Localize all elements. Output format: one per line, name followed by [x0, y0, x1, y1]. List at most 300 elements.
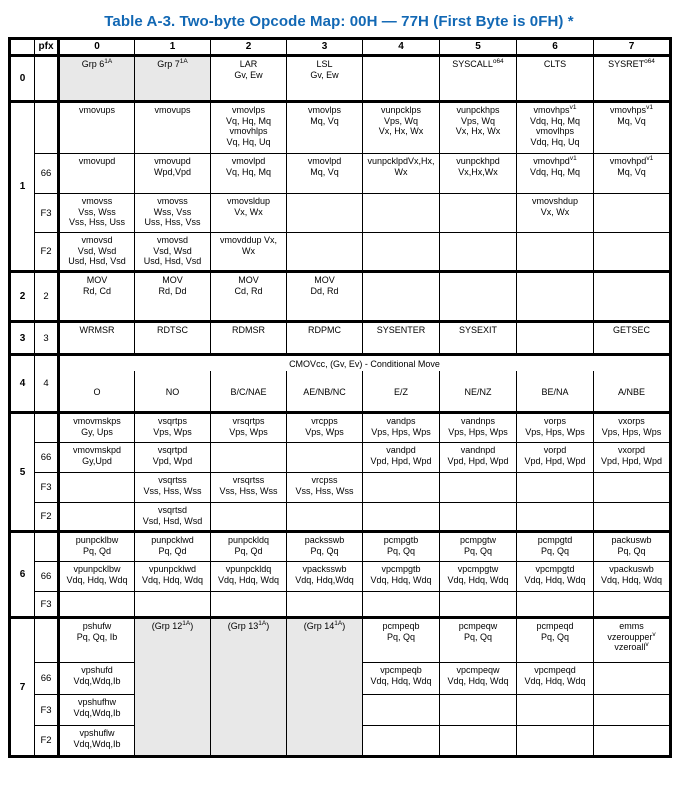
row-label: 3 — [10, 322, 35, 355]
cell-line: Pq, Qq — [386, 545, 415, 556]
cell-line: vpackuswb — [609, 564, 654, 574]
cell-line: Vdq, Hdq, Wdq — [447, 675, 509, 686]
opcode-cell — [211, 443, 287, 473]
cell-line: Vdq, Hdq, Wdq — [141, 574, 204, 585]
cell-line: Wx — [242, 245, 255, 256]
column-header-3: 3 — [287, 39, 363, 56]
cell-line: vpcmpgtd — [535, 564, 575, 574]
pfx-cell: F3 — [35, 695, 59, 726]
pfx-cell: F3 — [35, 592, 59, 618]
cell-line: Pq, Qq — [463, 545, 492, 556]
cell-line: punpcklwd — [151, 535, 194, 545]
opcode-cell — [135, 532, 211, 562]
cell-line: vmovsd — [156, 235, 188, 245]
cell-line: vmovlps — [231, 105, 265, 115]
cell-line: vsqrtpd — [157, 445, 188, 455]
cell-line: Vsd, Hsd, Wsd — [142, 515, 203, 526]
cell-line: vpcmpeqd — [534, 665, 576, 675]
opcode-cell — [594, 503, 671, 532]
opcode-cell — [135, 443, 211, 473]
opcode-cell — [135, 56, 211, 102]
cell-line: Vx, Hx, Wx — [455, 126, 501, 136]
cell-line: vandps — [386, 416, 416, 426]
opcode-cell — [59, 695, 135, 726]
cell-line: Pq, Qd — [158, 545, 187, 556]
cell-line: WRMSR — [79, 325, 115, 335]
cell-line: Vdq,Wdq,Ib — [73, 707, 121, 718]
cell-line: Vdq, Hdq, Wdq — [524, 574, 586, 585]
column-header-6: 6 — [517, 39, 594, 56]
cell-line: Vss, Hss, Wss — [143, 485, 202, 496]
superscript: v — [652, 630, 656, 638]
opcode-cell — [287, 56, 363, 102]
cell-line: Vps, Hps, Wps — [371, 426, 431, 437]
cell-line: Vdq, Hdq, Wdq — [600, 574, 663, 585]
cell-line: Mq, Vq — [310, 166, 339, 177]
cell-line: pcmpgtd — [537, 535, 573, 545]
opcode-cell — [440, 695, 517, 726]
opcode-cell — [440, 562, 517, 592]
opcode-cell — [287, 322, 363, 355]
opcode-cell — [59, 592, 135, 618]
opcode-cell — [440, 618, 517, 663]
cell-line: AE/NB/NC — [303, 386, 346, 397]
opcode-cell — [363, 443, 440, 473]
opcode-cell — [594, 592, 671, 618]
cell-line: vmovddup Vx, — [219, 235, 278, 245]
cell-line: MOV — [86, 275, 108, 285]
opcode-cell — [363, 233, 440, 272]
cell-line: vmovlps — [307, 105, 341, 115]
cell-line: Pq, Qq — [540, 545, 569, 556]
opcode-cell — [135, 102, 211, 154]
cell-line: vmovmskpd — [72, 445, 121, 455]
cell-line: Vss, Wss — [78, 206, 116, 217]
opcode-cell — [517, 503, 594, 532]
opcode-cell — [517, 56, 594, 102]
superscript: v — [645, 641, 649, 648]
superscript: o64 — [644, 58, 655, 65]
cell-line: Vx,Hx,Wx — [458, 166, 498, 177]
cell-line: vunpckhps — [456, 105, 500, 115]
cell-line: E/Z — [393, 386, 408, 397]
cell-line: vmovhpd$^{v1}$ — [533, 155, 577, 166]
cell-line: punpckldq — [227, 535, 270, 545]
cell-line: (Grp $13^{1A}$) — [227, 620, 270, 631]
opcode-cell — [517, 562, 594, 592]
cell-line: LSL — [316, 59, 333, 69]
cell-line: vpshufhw — [77, 697, 117, 707]
opcode-cell — [363, 56, 440, 102]
cell-line: Mq, Vq — [617, 115, 646, 126]
opcode-cell — [363, 592, 440, 618]
cell-line: vpcmpeqb — [380, 665, 422, 675]
cell-line: Vdq,Wdq,Ib — [73, 675, 121, 686]
opcode-cell — [517, 413, 594, 443]
opcode-cell — [59, 56, 135, 102]
cell-line: Vdq, Hq, Mq — [529, 166, 581, 177]
row-label: 2 — [10, 272, 35, 322]
cell-line: Vps, Wq — [460, 115, 495, 126]
opcode-cell — [594, 695, 671, 726]
cell-line: Vdq, Hdq, Wdq — [447, 574, 509, 585]
pfx-header: pfx — [35, 39, 59, 56]
cell-line: Vq, Hq, Mq — [225, 115, 272, 126]
cell-line: Vq, Hq, Mq — [225, 166, 272, 177]
opcode-cell — [287, 503, 363, 532]
cell-line: vunpckhpd — [456, 156, 500, 166]
cell-line: Dd, Rd — [310, 285, 339, 296]
opcode-cell — [363, 663, 440, 695]
opcode-cell — [59, 532, 135, 562]
cell-line: Gy,Upd — [82, 455, 112, 466]
cell-line: Pq, Qd — [234, 545, 263, 556]
column-header-4: 4 — [363, 39, 440, 56]
cell-line: vsqrtps — [157, 416, 187, 426]
pfx-cell: 66 — [35, 562, 59, 592]
opcode-cell — [287, 272, 363, 322]
opcode-cell — [440, 194, 517, 233]
cell-line: vmovups — [78, 105, 115, 115]
opcode-cell — [517, 663, 594, 695]
cell-line: Usd, Hsd, Vsd — [68, 256, 126, 266]
cell-line: vpshufd — [81, 665, 113, 675]
cell-line: Uss, Hss, Vss — [144, 217, 201, 227]
opcode-cell — [59, 102, 135, 154]
cell-line: vandnpd — [460, 445, 496, 455]
cell-line: Vdq, Hdq,Wdq — [295, 574, 354, 585]
opcode-cell — [440, 56, 517, 102]
opcode-cell — [517, 102, 594, 154]
opcode-cell — [517, 443, 594, 473]
cell-line: Vss, Hss, Uss — [68, 217, 125, 227]
cell-line: O — [93, 386, 101, 397]
opcode-cell — [59, 194, 135, 233]
opcode-cell — [211, 562, 287, 592]
cell-line: Vdq, Hdq, Wdq — [217, 574, 280, 585]
cell-line: vxorpd — [617, 445, 645, 455]
cell-line: $SYSCALL^{o64}$ — [452, 58, 504, 69]
opcode-cell — [594, 371, 671, 413]
opcode-cell — [594, 532, 671, 562]
superscript: v1 — [646, 104, 653, 111]
pfx-cell: 66 — [35, 154, 59, 194]
superscript: 1A — [258, 620, 267, 627]
opcode-cell — [363, 473, 440, 503]
cell-line: pcmpgtw — [459, 535, 496, 545]
cell-line: Vpd, Hpd, Wpd — [600, 455, 663, 466]
cell-line: pshufw — [82, 621, 112, 631]
opcode-cell — [594, 102, 671, 154]
cell-line: BE/NA — [541, 386, 569, 397]
cell-line: Vps, Hps, Wps — [525, 426, 585, 437]
cell-line: vmovss — [81, 196, 113, 206]
opcode-cell — [594, 413, 671, 443]
opcode-cell — [594, 473, 671, 503]
opcode-cell — [363, 272, 440, 322]
opcode-cell — [59, 562, 135, 592]
opcode-cell — [440, 233, 517, 272]
pfx-cell: F2 — [35, 503, 59, 532]
cell-line: Vps, Wps — [229, 426, 268, 437]
opcode-cell — [517, 233, 594, 272]
pfx-cell: F2 — [35, 726, 59, 757]
opcode-cell — [287, 413, 363, 443]
cell-line: vmovhps$^{v1}$ — [610, 104, 653, 115]
pfx-cell: F3 — [35, 473, 59, 503]
superscript: 1A — [179, 58, 188, 65]
cell-line: Pq, Qq — [617, 545, 646, 556]
opcode-cell — [135, 618, 211, 757]
opcode-cell — [440, 443, 517, 473]
opcode-cell — [59, 322, 135, 355]
cell-line: Vss, Hss, Wss — [295, 485, 354, 496]
opcode-cell — [287, 102, 363, 154]
cell-line: vmovups — [154, 105, 191, 115]
cell-line: Vps, Hps, Wps — [448, 426, 508, 437]
opcode-cell — [287, 194, 363, 233]
cell-line: Vdq, Hq, Mq — [529, 115, 581, 126]
opcode-cell — [59, 473, 135, 503]
cell-line: Wx — [394, 166, 408, 177]
opcode-cell — [211, 503, 287, 532]
cell-line: $SYSRET^{o64}$ — [608, 58, 655, 69]
cell-line: LAR — [239, 59, 258, 69]
opcode-cell — [363, 562, 440, 592]
column-header-1: 1 — [135, 39, 211, 56]
opcode-cell — [135, 562, 211, 592]
cell-line: Vps, Wq — [383, 115, 418, 126]
cell-line: vpcmpgtw — [457, 564, 499, 574]
opcode-cell — [135, 233, 211, 272]
superscript: 1A — [334, 620, 343, 627]
cell-line: vmovsldup — [226, 196, 271, 206]
cell-line: vandpd — [386, 445, 416, 455]
cell-line: vpcmpgtb — [381, 564, 421, 574]
opcode-cell — [594, 562, 671, 592]
cell-line: NE/NZ — [464, 386, 492, 397]
cell-line: Vdq, Hdq, Wdq — [370, 675, 432, 686]
opcode-cell — [59, 663, 135, 695]
cell-line: vmovsd — [81, 235, 113, 245]
opcode-cell — [211, 154, 287, 194]
pfx-cell — [35, 413, 59, 443]
cell-line: (Grp $14^{1A}$) — [303, 620, 346, 631]
row-label: 0 — [10, 56, 35, 102]
opcode-cell — [363, 618, 440, 663]
opcode-cell — [440, 592, 517, 618]
cell-line: punpcklbw — [75, 535, 119, 545]
opcode-cell — [517, 532, 594, 562]
cell-line: Vpd, Wpd — [152, 455, 193, 466]
row-label: 5 — [10, 413, 35, 532]
cell-line: vunpcklps — [380, 105, 422, 115]
cell-line: packsswb — [304, 535, 345, 545]
opcode-cell — [363, 194, 440, 233]
cell-line: Vx, Wx — [540, 206, 570, 217]
opcode-cell — [594, 194, 671, 233]
opcode-cell — [135, 194, 211, 233]
opcode-cell — [594, 618, 671, 663]
pfx-cell — [35, 56, 59, 102]
opcode-cell — [363, 371, 440, 413]
page — [0, 13, 678, 793]
cell-line: Gv, Ew — [310, 69, 339, 80]
cell-line: CLTS — [543, 59, 567, 69]
cell-line: vmovmskps — [73, 416, 121, 426]
opcode-cell — [517, 154, 594, 194]
row-label: 1 — [10, 102, 35, 272]
cell-line: Vpd, Hpd, Wpd — [370, 455, 432, 466]
cell-line: vzeroupper$^v$ — [607, 630, 656, 642]
superscript: o64 — [492, 58, 504, 65]
column-header-5: 5 — [440, 39, 517, 56]
cell-line: vmovlhps — [535, 126, 574, 136]
superscript: 1A — [104, 58, 113, 65]
row-label: 7 — [10, 618, 35, 757]
cell-line: Cd, Rd — [234, 285, 263, 296]
cell-line: Usd, Hsd, Vsd — [143, 256, 202, 266]
opcode-cell — [211, 532, 287, 562]
opcode-cell — [594, 272, 671, 322]
cell-line: vmovhps$^{v1}$ — [533, 104, 577, 115]
cell-line: pcmpeqb — [382, 621, 420, 631]
opcode-cell — [135, 371, 211, 413]
opcode-cell — [440, 272, 517, 322]
cell-line: vrcpps — [311, 416, 338, 426]
opcode-cell — [440, 413, 517, 443]
opcode-cell — [363, 102, 440, 154]
cell-line: Vss, Hss, Wss — [219, 485, 278, 496]
opcode-cell — [440, 503, 517, 532]
cell-line: Vpd, Hpd, Wpd — [447, 455, 509, 466]
opcode-cell — [59, 443, 135, 473]
opcode-cell — [594, 322, 671, 355]
cell-line: RDMSR — [232, 325, 265, 335]
opcode-cell — [211, 618, 287, 757]
opcode-cell — [363, 695, 440, 726]
opcode-cell — [440, 322, 517, 355]
opcode-cell — [440, 726, 517, 757]
opcode-cell — [594, 233, 671, 272]
cell-line: Pq, Qq, Ib — [76, 631, 118, 642]
pfx-cell: F2 — [35, 233, 59, 272]
cell-line: pcmpeqd — [536, 621, 574, 631]
cell-line: MOV — [162, 275, 183, 285]
cell-line: GETSEC — [612, 325, 650, 335]
opcode-cell — [135, 473, 211, 503]
cell-line: Pq, Qq — [386, 631, 415, 642]
cell-line: vpshuflw — [79, 728, 115, 738]
opcode-cell — [211, 194, 287, 233]
pfx-cell: 66 — [35, 443, 59, 473]
opcode-cell — [363, 413, 440, 443]
pfx-cell — [35, 618, 59, 663]
cell-line: (Grp $12^{1A}$) — [151, 620, 194, 631]
cell-line: vunpcklpdVx,Hx, — [367, 156, 435, 166]
opcode-cell — [135, 154, 211, 194]
pfx-cell — [35, 532, 59, 562]
cell-line: Rd, Dd — [158, 285, 187, 296]
cell-line: RDPMC — [308, 325, 341, 335]
cell-line: Wpd,Vpd — [153, 166, 192, 177]
cell-line: MOV — [314, 275, 335, 285]
cell-line: vmovss — [157, 196, 188, 206]
cell-line: Pq, Qq — [310, 545, 339, 556]
pfx-cell: 3 — [35, 322, 59, 355]
cell-line: Vps, Hps, Wps — [601, 426, 662, 437]
cell-line: vmovlpd — [231, 156, 266, 166]
cell-line: Grp $7^{1A}$ — [157, 58, 188, 69]
pfx-cell — [35, 102, 59, 154]
opcode-cell — [59, 371, 135, 413]
opcode-cell — [287, 562, 363, 592]
opcode-cell — [363, 726, 440, 757]
cell-line: RDTSC — [157, 325, 188, 335]
opcode-cell — [135, 322, 211, 355]
cell-line: Vpd, Hpd, Wpd — [524, 455, 586, 466]
opcode-cell — [287, 154, 363, 194]
cell-line: Vsd, Wsd — [153, 245, 192, 256]
cell-line: vrsqrtss — [232, 475, 265, 485]
cell-line: MOV — [238, 275, 259, 285]
cell-line: pcmpgtb — [383, 535, 419, 545]
cell-line: packuswb — [611, 535, 652, 545]
cell-line: Vdq, Hdq, Wdq — [66, 574, 128, 585]
cell-line: A/NBE — [617, 386, 645, 397]
opcode-cell — [287, 233, 363, 272]
superscript: 1A — [182, 620, 191, 627]
cell-line: SYSENTER — [376, 325, 426, 335]
cell-line: SYSEXIT — [458, 325, 497, 335]
corner-cell — [10, 39, 35, 56]
opcode-cell — [363, 322, 440, 355]
cell-line: vpacksswb — [302, 564, 347, 574]
cell-line: Grp $6^{1A}$ — [81, 58, 113, 69]
opcode-cell — [287, 473, 363, 503]
opcode-cell — [211, 473, 287, 503]
cell-line: B/C/NAE — [230, 386, 267, 397]
opcode-cell — [59, 413, 135, 443]
opcode-cell — [287, 443, 363, 473]
opcode-cell — [211, 56, 287, 102]
opcode-cell — [363, 503, 440, 532]
cell-line: vsqrtsd — [157, 505, 187, 515]
span-header-cell: CMOVcc, (Gv, Ev) - Conditional Move — [59, 355, 671, 371]
cell-line: vmovupd — [78, 156, 116, 166]
cell-line: Vdq, Hdq, Wdq — [524, 675, 586, 686]
cell-line: vpcmpeqw — [456, 665, 500, 675]
opcode-cell — [440, 532, 517, 562]
pfx-cell: 2 — [35, 272, 59, 322]
opcode-cell — [211, 322, 287, 355]
superscript: v1 — [646, 155, 654, 162]
opcode-cell — [59, 154, 135, 194]
column-header-2: 2 — [211, 39, 287, 56]
cell-line: vrcpss — [311, 475, 338, 485]
cell-line: Vdq, Hq, Uq — [530, 136, 580, 147]
row-label: 6 — [10, 532, 35, 618]
cell-line: vxorps — [618, 416, 645, 426]
cell-line: Vx, Hx, Wx — [378, 126, 424, 136]
opcode-cell — [594, 154, 671, 194]
opcode-cell — [135, 503, 211, 532]
cell-line: vmovlpd — [307, 156, 342, 166]
cell-line: Mq, Vq — [617, 166, 646, 177]
opcode-cell — [440, 102, 517, 154]
cell-line: vzeroall$^v$ — [614, 641, 649, 652]
opcode-cell — [517, 618, 594, 663]
